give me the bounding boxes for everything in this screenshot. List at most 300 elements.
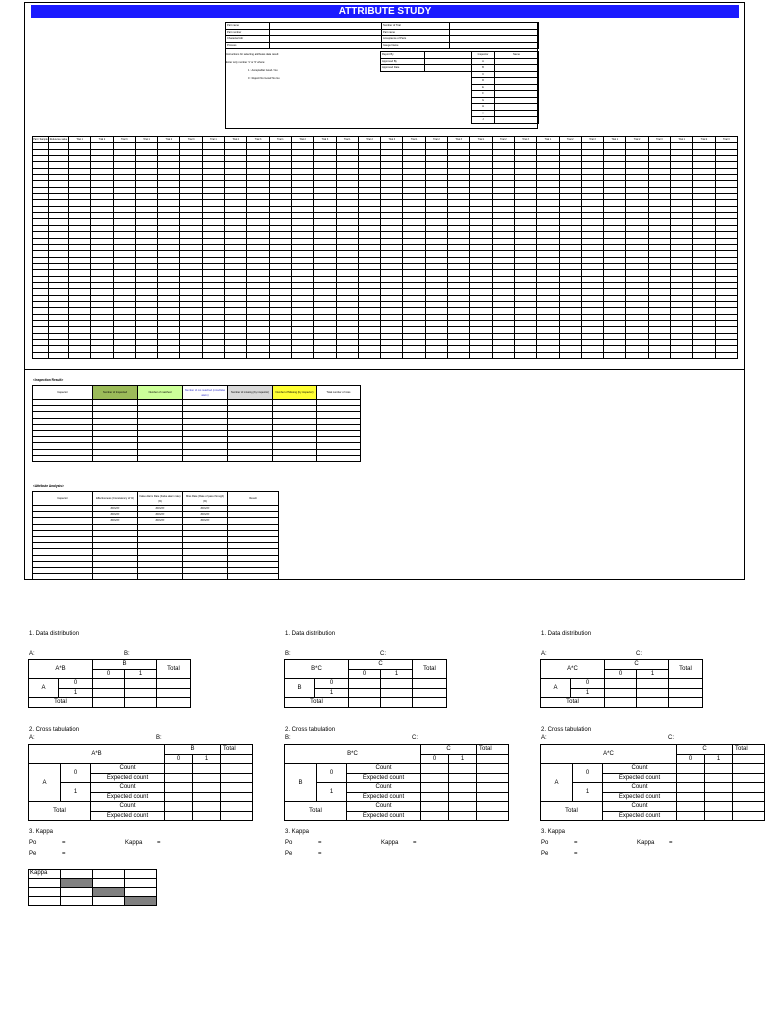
- level-0: 0: [571, 679, 605, 689]
- attribute-analysis-label: <Attribute Analysis>: [33, 484, 64, 488]
- grid-cell: [113, 352, 135, 358]
- level-0: 0: [59, 679, 93, 689]
- grid-cell: [49, 352, 69, 358]
- cell: [221, 792, 253, 802]
- cell: [193, 811, 221, 821]
- po-eq: =: [318, 840, 322, 846]
- kappa-cell: [93, 870, 125, 879]
- cell: [165, 792, 193, 802]
- row-var: B: [285, 764, 317, 802]
- analysis-cell: #DIV/0!: [183, 506, 228, 512]
- trial-header: Trial 1: [537, 137, 559, 143]
- attribute-analysis-table: [32, 491, 279, 580]
- trial-header: Trial 2: [225, 137, 247, 143]
- po-label: Po: [541, 840, 549, 846]
- cell: [637, 679, 669, 689]
- col-var: C: [605, 660, 669, 670]
- level-0: 0: [421, 754, 449, 764]
- level-1: 1: [315, 688, 349, 698]
- level-0: 0: [573, 764, 603, 783]
- trial-header: Trial 3: [581, 137, 603, 143]
- cross-tab-title: 2. Cross tabulation: [285, 727, 336, 733]
- cell: [733, 792, 765, 802]
- cell: [605, 679, 637, 689]
- kappa-cell: [93, 888, 125, 897]
- cell: [677, 802, 705, 812]
- inspector-code: E: [472, 84, 495, 91]
- expected-label: Expected count: [603, 773, 677, 783]
- measurement-grid: [32, 136, 738, 359]
- count-label: Count: [347, 764, 421, 774]
- cell: [349, 698, 381, 708]
- level-1: 1: [59, 688, 93, 698]
- info-value: [450, 42, 539, 49]
- pe-label: Pe: [541, 851, 549, 857]
- expected-label: Expected count: [347, 792, 421, 802]
- cell: [125, 698, 157, 708]
- row-var: A: [541, 764, 573, 802]
- cell: [349, 688, 381, 698]
- grid-cell: [291, 352, 313, 358]
- cell: [733, 764, 765, 774]
- total-row: Total: [285, 802, 347, 821]
- cell: [677, 811, 705, 821]
- col-var: B: [93, 660, 157, 670]
- cell: [93, 698, 125, 708]
- row-var: A: [541, 679, 571, 698]
- grid-cell: [581, 352, 603, 358]
- level-1: 1: [705, 754, 733, 764]
- cell: [421, 792, 449, 802]
- trial-header: Trial 2: [358, 137, 380, 143]
- result-header: Number of matched: [138, 386, 183, 400]
- grid-cell: [514, 352, 536, 358]
- col-var-label: B:: [124, 651, 130, 657]
- level-1: 1: [449, 754, 477, 764]
- inspector-code: D: [472, 78, 495, 85]
- analysis-cell: #DIV/0!: [93, 518, 138, 524]
- result-cell: [183, 455, 228, 461]
- cell: [221, 811, 253, 821]
- data-distribution-table: [284, 659, 447, 708]
- count-label: Count: [91, 764, 165, 774]
- approval-label: Approved By: [381, 58, 425, 65]
- cell: [477, 783, 509, 793]
- row-var: A: [29, 679, 59, 698]
- cell: [733, 811, 765, 821]
- analysis-header: Effectiveness (Consistency of %): [93, 492, 138, 506]
- trial-header: Trial 3: [448, 137, 470, 143]
- grid-cell: [336, 352, 358, 358]
- cell: [381, 698, 413, 708]
- level-1: 1: [637, 669, 669, 679]
- trial-header: Trial 2: [158, 137, 180, 143]
- cell: [705, 773, 733, 783]
- cell: [221, 773, 253, 783]
- trial-header: Trial 3: [715, 137, 737, 143]
- kappa-cell: [29, 897, 61, 906]
- result-header: Number of missing (by inspector): [228, 386, 273, 400]
- cell: [125, 679, 157, 689]
- info-label: Gauge Name: [382, 42, 450, 49]
- cell: [413, 688, 447, 698]
- analysis-cell: [93, 574, 138, 580]
- cell: [421, 811, 449, 821]
- cell: [165, 764, 193, 774]
- cell: [605, 698, 637, 708]
- trial-header: Trial 2: [626, 137, 648, 143]
- cell: [669, 698, 703, 708]
- pair-label: B*C: [285, 660, 349, 679]
- cell: [193, 783, 221, 793]
- analysis-cell: [228, 574, 279, 580]
- cell: [381, 679, 413, 689]
- grid-cell: [693, 352, 715, 358]
- pair-label: A*C: [541, 660, 605, 679]
- cell: [733, 802, 765, 812]
- total-row: Total: [541, 802, 603, 821]
- cell: [221, 754, 253, 764]
- grid-cell: [91, 352, 113, 358]
- level-0: 0: [315, 679, 349, 689]
- grid-cell: [648, 352, 670, 358]
- total-header: Total: [221, 745, 253, 755]
- analysis-header: Result: [228, 492, 279, 506]
- grid-cell: [247, 352, 269, 358]
- analysis-cell: [183, 574, 228, 580]
- pair-label: A*C: [541, 745, 677, 764]
- trial-header: Trial 3: [113, 137, 135, 143]
- info-value: [270, 42, 382, 49]
- count-label: Count: [91, 783, 165, 793]
- pair-label: A*B: [29, 745, 165, 764]
- kappa-cell: [29, 888, 61, 897]
- pair-label: A*B: [29, 660, 93, 679]
- inspector-header: Name: [495, 52, 539, 59]
- level-1: 1: [573, 783, 603, 802]
- trial-header: Trial 1: [69, 137, 91, 143]
- analysis-cell: #DIV/0!: [138, 506, 183, 512]
- level-1: 1: [571, 688, 605, 698]
- section-divider: [24, 369, 745, 370]
- cell: [677, 773, 705, 783]
- analysis-cell: #DIV/0!: [183, 518, 228, 524]
- cell: [93, 688, 125, 698]
- cell: [449, 783, 477, 793]
- trial-header: Trial 2: [492, 137, 514, 143]
- cell: [669, 679, 703, 689]
- grid-cell: [559, 352, 581, 358]
- level-1: 1: [317, 783, 347, 802]
- analysis-header: Miss Rate (Rate of pass through) (%): [183, 492, 228, 506]
- result-header: Inspector: [33, 386, 93, 400]
- total-row: Total: [285, 698, 349, 708]
- kappa-summary-label: Kappa: [29, 870, 61, 879]
- cell: [449, 811, 477, 821]
- grid-cell: [381, 352, 403, 358]
- grid-cell: [225, 352, 247, 358]
- cell: [193, 792, 221, 802]
- kappa-cell: [93, 879, 125, 888]
- kappa-cell: [125, 870, 157, 879]
- trial-header: Trial 2: [559, 137, 581, 143]
- cell: [193, 764, 221, 774]
- kappa-eq: =: [669, 840, 673, 846]
- cross-tab-title: 2. Cross tabulation: [29, 727, 80, 733]
- inspector-code: J: [472, 117, 495, 124]
- result-header: Total number of miss: [317, 386, 361, 400]
- expected-label: Expected count: [603, 811, 677, 821]
- count-label: Count: [347, 783, 421, 793]
- result-cell: [228, 455, 273, 461]
- grid-cell: [626, 352, 648, 358]
- pe-eq: =: [318, 851, 322, 857]
- ct-col-label: C:: [412, 735, 418, 741]
- total-row: Total: [29, 698, 93, 708]
- ct-row-label: B:: [285, 735, 291, 741]
- grid-cell: [604, 352, 626, 358]
- cell: [705, 783, 733, 793]
- instructions: [226, 51, 280, 83]
- count-label: Count: [603, 764, 677, 774]
- cell: [705, 811, 733, 821]
- analysis-cell: #DIV/0!: [138, 518, 183, 524]
- grid-cell: [69, 352, 91, 358]
- cell: [669, 688, 703, 698]
- trial-header: Trial 1: [671, 137, 693, 143]
- pe-eq: =: [574, 851, 578, 857]
- cell: [733, 773, 765, 783]
- kappa-cell: [61, 870, 93, 879]
- analysis-cell: #DIV/0!: [93, 506, 138, 512]
- cell: [449, 773, 477, 783]
- grid-header: Part / Sample: [33, 138, 48, 142]
- total-row: Total: [541, 698, 605, 708]
- analysis-header: False Alarm Rate (False alarm rate) (%): [138, 492, 183, 506]
- trial-header: Trial 2: [291, 137, 313, 143]
- grid-cell: [671, 352, 693, 358]
- trial-header: Trial 1: [336, 137, 358, 143]
- cell: [677, 764, 705, 774]
- col-var-label: C:: [636, 651, 642, 657]
- inspector-code: I: [472, 110, 495, 117]
- info-label: Character/Attr: [226, 36, 270, 43]
- cell: [221, 764, 253, 774]
- kappa-label: Kappa: [381, 840, 399, 846]
- level-0: 0: [165, 754, 193, 764]
- expected-label: Expected count: [347, 811, 421, 821]
- total-row: Total: [29, 802, 91, 821]
- grid-cell: [180, 352, 202, 358]
- inspector-header: Inspector: [472, 52, 495, 59]
- cross-tab-table: [540, 744, 765, 821]
- result-cell: [138, 455, 183, 461]
- cell: [349, 679, 381, 689]
- analysis-cell: #DIV/0!: [138, 512, 183, 518]
- level-1: 1: [61, 783, 91, 802]
- cell: [449, 802, 477, 812]
- result-cell: [273, 455, 317, 461]
- kappa-title: 3. Kappa: [29, 829, 54, 835]
- inspector-code: F: [472, 91, 495, 98]
- trial-header: Trial 1: [202, 137, 224, 143]
- grid-cell: [470, 352, 492, 358]
- analysis-header: Inspector: [33, 492, 93, 506]
- col-var-label: C:: [380, 651, 386, 657]
- cell: [165, 811, 193, 821]
- ct-col-label: B:: [156, 735, 162, 741]
- cell: [637, 698, 669, 708]
- level-0: 0: [677, 754, 705, 764]
- level-1: 1: [381, 669, 413, 679]
- inspector-list: [471, 51, 539, 124]
- cell: [677, 783, 705, 793]
- expected-label: Expected count: [603, 792, 677, 802]
- cell: [157, 688, 191, 698]
- trial-header: Trial 2: [91, 137, 113, 143]
- total-header: Total: [413, 660, 447, 679]
- trial-header: Trial 1: [604, 137, 626, 143]
- pe-label: Pe: [285, 851, 293, 857]
- grid-cell: [448, 352, 470, 358]
- info-label: Acceptance of Parts: [382, 36, 450, 43]
- page-title: ATTRIBUTE STUDY: [31, 5, 739, 18]
- inspector-name: [495, 117, 539, 124]
- row-var-label: B:: [285, 651, 291, 657]
- grid-cell: [537, 352, 559, 358]
- row-var-label: A:: [29, 651, 35, 657]
- approval-label: Approved Date: [381, 65, 425, 72]
- info-label: Part name: [382, 29, 450, 36]
- kappa-cell: [93, 897, 125, 906]
- cell: [413, 679, 447, 689]
- po-eq: =: [62, 840, 66, 846]
- level-0: 0: [93, 669, 125, 679]
- col-var: C: [349, 660, 413, 670]
- cell: [381, 688, 413, 698]
- cross-tab-table: [28, 744, 253, 821]
- trial-header: Trial 3: [514, 137, 536, 143]
- cell: [605, 688, 637, 698]
- grid-cell: [314, 352, 336, 358]
- po-label: Po: [29, 840, 37, 846]
- po-eq: =: [574, 840, 578, 846]
- data-distribution-table: [540, 659, 703, 708]
- grid-header: Reference value: [49, 138, 68, 142]
- level-0: 0: [605, 669, 637, 679]
- grid-cell: [202, 352, 224, 358]
- trial-header: Trial 3: [648, 137, 670, 143]
- cell: [733, 754, 765, 764]
- approval-value: [425, 65, 472, 72]
- inspector-code: G: [472, 97, 495, 104]
- kappa-cell: [125, 897, 157, 906]
- cell: [677, 792, 705, 802]
- analysis-cell: [138, 574, 183, 580]
- grid-row: [33, 352, 738, 358]
- cell: [477, 802, 509, 812]
- inspector-code: B: [472, 65, 495, 72]
- level-0: 0: [317, 764, 347, 783]
- trial-header: Trial 2: [693, 137, 715, 143]
- po-label: Po: [285, 840, 293, 846]
- row-var-label: A:: [541, 651, 547, 657]
- count-label: Count: [603, 802, 677, 812]
- info-label: Part name: [226, 23, 270, 30]
- cell: [705, 802, 733, 812]
- instruction-line: 1 : Acceptable/ Good / Go: [248, 69, 278, 72]
- result-header: Number of Inspected: [93, 386, 138, 400]
- kappa-label: Kappa: [125, 840, 143, 846]
- kappa-cell: [61, 897, 93, 906]
- info-table: [225, 22, 539, 49]
- level-1: 1: [193, 754, 221, 764]
- cell: [421, 773, 449, 783]
- trial-header: Trial 1: [135, 137, 157, 143]
- pe-eq: =: [62, 851, 66, 857]
- count-label: Count: [91, 802, 165, 812]
- trial-header: Trial 3: [247, 137, 269, 143]
- grid-cell: [715, 352, 737, 358]
- kappa-cell: [125, 879, 157, 888]
- pair-label: B*C: [285, 745, 421, 764]
- result-header: Number of not matched (miss/false alarm): [183, 386, 228, 400]
- result-header: Number of Missing (by inspector): [273, 386, 317, 400]
- cell: [421, 783, 449, 793]
- total-header: Total: [733, 745, 765, 755]
- kappa-title: 3. Kappa: [541, 829, 566, 835]
- cell: [477, 754, 509, 764]
- inspector-code: H: [472, 104, 495, 111]
- cell: [165, 783, 193, 793]
- row-var: B: [285, 679, 315, 698]
- cell: [733, 783, 765, 793]
- ct-row-label: A:: [29, 735, 35, 741]
- expected-label: Expected count: [91, 811, 165, 821]
- grid-cell: [492, 352, 514, 358]
- total-header: Total: [669, 660, 703, 679]
- cell: [157, 679, 191, 689]
- analysis-cell: #DIV/0!: [93, 512, 138, 518]
- grid-cell: [358, 352, 380, 358]
- level-0: 0: [349, 669, 381, 679]
- info-label: Part number: [226, 29, 270, 36]
- grid-cell: [158, 352, 180, 358]
- trial-header: Trial 1: [470, 137, 492, 143]
- row-var: A: [29, 764, 61, 802]
- cell: [477, 773, 509, 783]
- instruction-line: Enter only number '1' or '0' where:: [226, 61, 266, 64]
- kappa-cell: [125, 888, 157, 897]
- inspector-code: A: [472, 58, 495, 65]
- cell: [125, 688, 157, 698]
- cell: [157, 698, 191, 708]
- grid-cell: [425, 352, 447, 358]
- data-distribution-title: 1. Data distribution: [29, 631, 80, 637]
- cell: [193, 773, 221, 783]
- instruction-line: Instructions for selecting attributes data result:: [226, 53, 279, 56]
- kappa-title: 3. Kappa: [285, 829, 310, 835]
- kappa-cell: [29, 879, 61, 888]
- cell: [221, 802, 253, 812]
- trial-header: Trial 3: [314, 137, 336, 143]
- cell: [413, 698, 447, 708]
- cell: [477, 811, 509, 821]
- trial-header: Trial 1: [403, 137, 425, 143]
- col-var: B: [165, 745, 221, 755]
- info-label: Process: [226, 42, 270, 49]
- pe-label: Pe: [29, 851, 37, 857]
